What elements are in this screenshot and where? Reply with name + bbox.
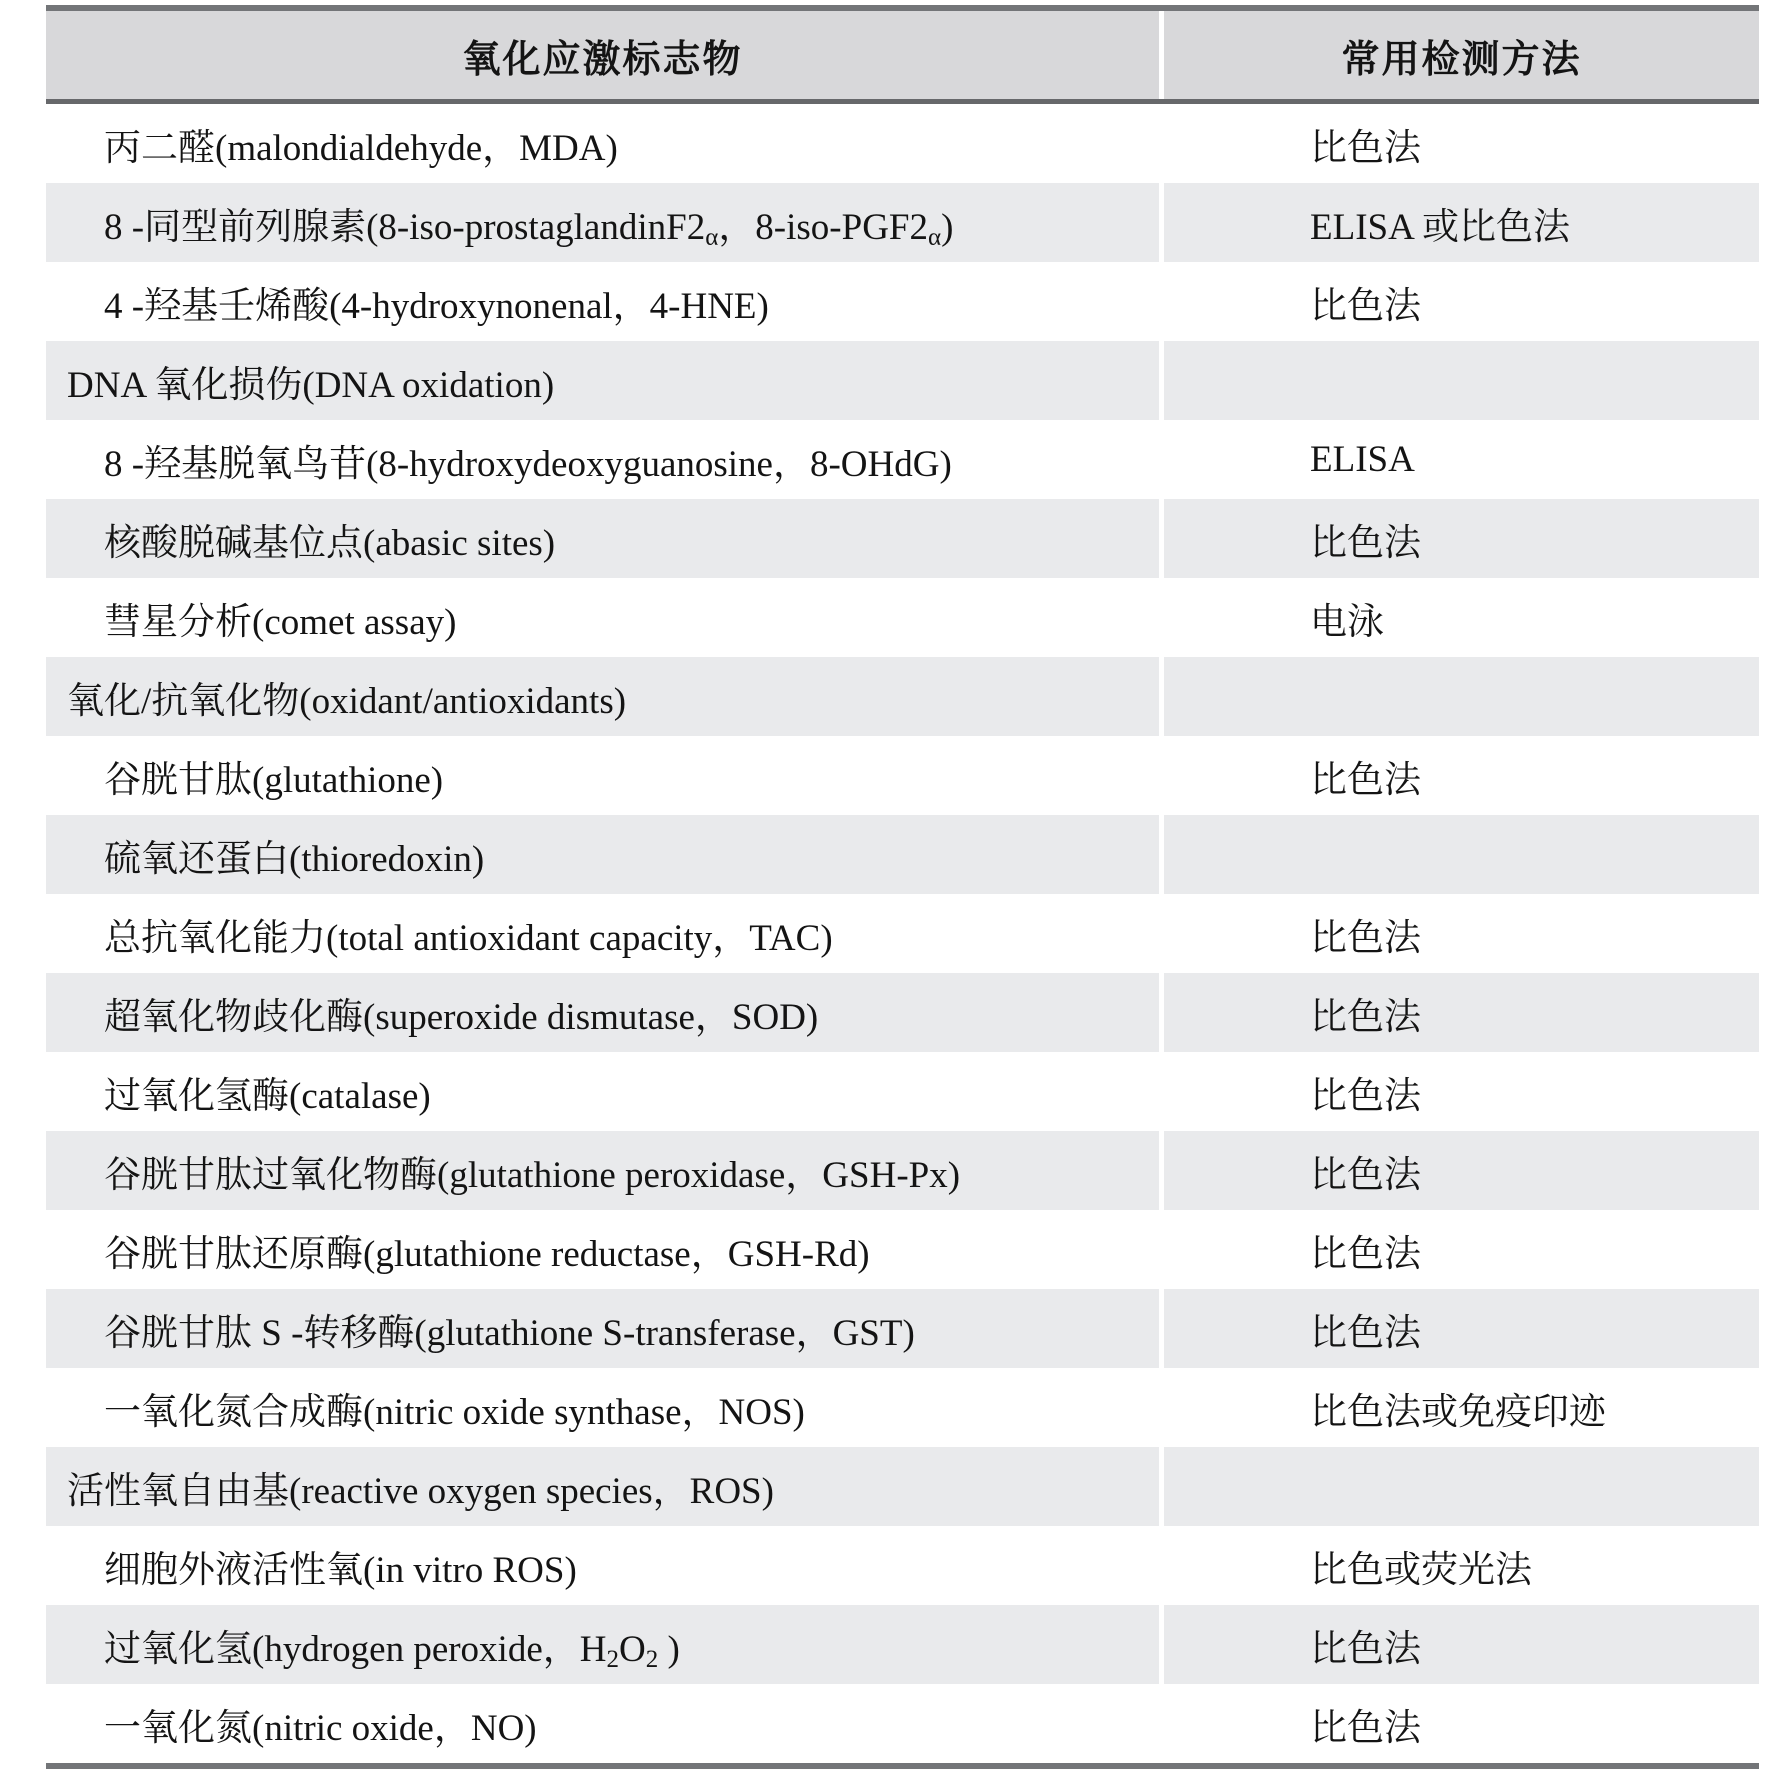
header-marker-column: 氧化应激标志物 — [46, 11, 1159, 99]
table-row — [46, 1684, 1759, 1763]
marker-cell: 8 -羟基脱氧鸟苷(8-hydroxydeoxyguanosine，8-OHdG) — [104, 443, 952, 485]
table-row — [46, 1131, 1759, 1210]
marker-cell: 谷胱甘肽(glutathione) — [104, 759, 444, 801]
table-row — [46, 1368, 1759, 1447]
table-row — [46, 1210, 1759, 1289]
method-cell: 比色法 — [1164, 499, 1759, 578]
table-row — [46, 183, 1759, 262]
marker-cell: 彗星分析(comet assay) — [104, 601, 457, 643]
marker-cell: 丙二醛(malondialdehyde，MDA) — [104, 127, 618, 169]
table-row — [46, 341, 1759, 420]
table-bottom-border — [46, 1763, 1759, 1769]
marker-cell: 活性氧自由基(reactive oxygen species，ROS) — [46, 1447, 1159, 1526]
method-cell: 比色法 — [1310, 1075, 1421, 1117]
table-row — [46, 1526, 1759, 1605]
marker-cell: 一氧化氮合成酶(nitric oxide synthase，NOS) — [104, 1391, 805, 1433]
table-body — [46, 104, 1759, 1763]
table-row — [46, 973, 1759, 1052]
method-cell: 比色或荧光法 — [1310, 1549, 1532, 1591]
method-cell — [1164, 815, 1759, 894]
marker-cell: 谷胱甘肽还原酶(glutathione reductase，GSH-Rd) — [104, 1233, 870, 1275]
marker-cell: 4 -羟基壬烯酸(4-hydroxynonenal，4-HNE) — [104, 285, 769, 327]
method-cell: ELISA 或比色法 — [1164, 183, 1759, 262]
method-cell: 比色法 — [1310, 1707, 1421, 1749]
table-row — [46, 736, 1759, 815]
marker-cell: 过氧化氢酶(catalase) — [104, 1075, 431, 1117]
table-row — [46, 1447, 1759, 1526]
method-cell: 比色法 — [1164, 1289, 1759, 1368]
method-cell: 比色法 — [1310, 759, 1421, 801]
marker-cell: 一氧化氮(nitric oxide，NO) — [104, 1707, 537, 1749]
marker-cell: 核酸脱碱基位点(abasic sites) — [46, 499, 1159, 578]
method-cell: 比色法 — [1310, 285, 1421, 327]
marker-cell: DNA 氧化损伤(DNA oxidation) — [46, 341, 1159, 420]
method-cell: 比色法 — [1310, 127, 1421, 169]
marker-cell: 总抗氧化能力(total antioxidant capacity，TAC) — [104, 917, 833, 959]
method-cell: ELISA — [1310, 439, 1415, 480]
table-row — [46, 499, 1759, 578]
marker-cell: 过氧化氢(hydrogen peroxide，$H_2O_2$ ) — [46, 1605, 1159, 1684]
table-row — [46, 1605, 1759, 1684]
table-row — [46, 578, 1759, 657]
marker-cell: 谷胱甘肽过氧化物酶(glutathione peroxidase，GSH-Px) — [46, 1131, 1159, 1210]
table-row — [46, 815, 1759, 894]
marker-cell: 8 -同型前列腺素($8-iso-prostaglandinF2_\alpha$，$8-iso-PGF2_\alpha$) — [46, 183, 1159, 262]
method-cell — [1164, 657, 1759, 736]
table-row — [46, 262, 1759, 341]
marker-cell: 细胞外液活性氧(in vitro ROS) — [104, 1549, 577, 1591]
marker-cell: 硫氧还蛋白(thioredoxin) — [46, 815, 1159, 894]
oxidative-stress-table — [46, 5, 1759, 1769]
method-cell: 电泳 — [1310, 601, 1384, 643]
method-cell: 比色法 — [1164, 1131, 1759, 1210]
table-row — [46, 420, 1759, 499]
method-cell: 比色法或免疫印迹 — [1310, 1391, 1606, 1433]
marker-cell: 氧化/抗氧化物(oxidant/antioxidants) — [46, 657, 1159, 736]
marker-cell: 谷胱甘肽 S -转移酶(glutathione S-transferase，GST) — [46, 1289, 1159, 1368]
header-method-column: 常用检测方法 — [1164, 11, 1759, 99]
table-row — [46, 657, 1759, 736]
table-row — [46, 104, 1759, 183]
method-cell: 比色法 — [1164, 1605, 1759, 1684]
table-row — [46, 1289, 1759, 1368]
method-cell: 比色法 — [1310, 1233, 1421, 1275]
table-row — [46, 1052, 1759, 1131]
method-cell: 比色法 — [1310, 917, 1421, 959]
marker-cell: 超氧化物歧化酶(superoxide dismutase，SOD) — [46, 973, 1159, 1052]
method-cell — [1164, 341, 1759, 420]
method-cell — [1164, 1447, 1759, 1526]
table-row — [46, 894, 1759, 973]
method-cell: 比色法 — [1164, 973, 1759, 1052]
table-header-row — [46, 11, 1759, 104]
